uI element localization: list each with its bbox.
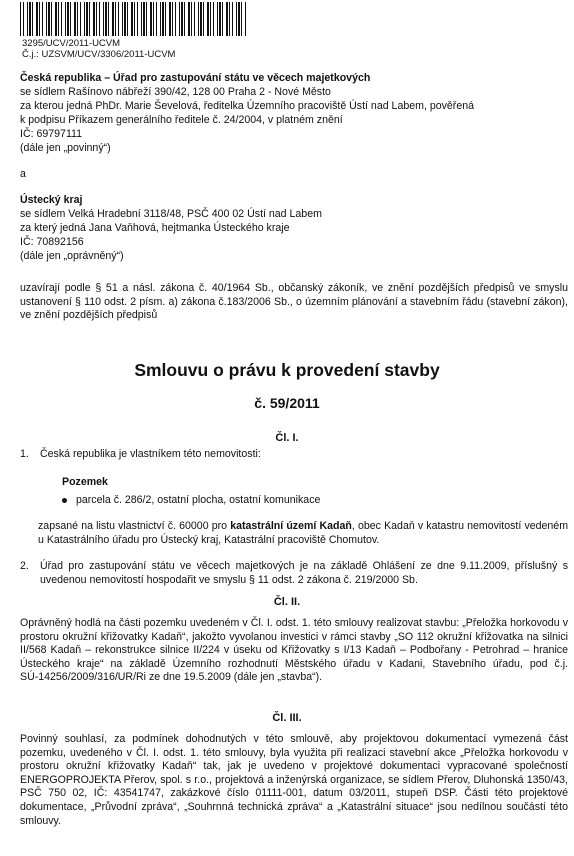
contract-number: č. 59/2011 [254, 395, 320, 411]
party1-name: Česká republika – Úřad pro zastupování státu ve věcech majetkových [20, 72, 371, 84]
section-3-text: Povinný souhlasí, za podmínek dohodnutých v této smlouvě, aby projektovou dokumentací vymezená část pozemku, uvedeného v Čl. I. odst. 1. této smlouvy, byla využita při realizaci stavební akce „Přeložka horkovodu v prostoru okružní křižovatky Kadaň“ tak, jak je uvedeno v projektové dokumentaci vypracované společností ENERGOPROJEKTA Přerov, spol. s r.o., projektová a inženýrská organizace, se sídlem Přerov, Dluhonská 1350/43, PSČ 750 02, IČ: 43541747, zakázkové číslo 01111-001, datum 03/2011, stupeň DSP. Části této projektové dokumentace, „Průvodní zpráva“, „Souhrnná technická zpráva“ a „Katastrální situace“ jsou nedílnou součástí této smlouvy. [20, 733, 568, 827]
section-2-text: Oprávněný hodlá na části pozemku uvedeném v Čl. I. odst. 1. této smlouvy realizovat stavbu: „Přeložka horkovodu v prostoru okružní křižovatky Kadaň“, jakožto vyvolanou investici v rámci stavby „SO 112 okružní křižovatka na silnici II/568 Kadaň – rekonstrukce silnice II/224 v úseku od Křižovatky s I/13 Kadaň – Podbořany - Petrohrad – hranice Ústeckého kraje“ na základě Územního rozhodnutí Městského úřadu v Kadani, Stavebního úřadu, pod č.j. SÚ-14256/2009/316/UR/Ri ze dne 19.5.2009 (dále jen „stavba“). [20, 617, 568, 684]
contract-title: Smlouvu o právu k provedení stavby [134, 360, 440, 380]
party2-representative: za který jedná Jana Vaňhová, hejtmanka Ústeckého kraje [20, 222, 290, 234]
party1-representative: za kterou jedná PhDr. Marie Ševelová, ředitelka Územního pracoviště Ústí nad Labem, pověřená [20, 100, 475, 112]
barcode [20, 2, 246, 36]
party1-address: se sídlem Rašínovo nábřeží 390/42, 128 00 Praha 2 - Nové Město [20, 86, 331, 98]
section-3-heading: Čl. III. [272, 712, 302, 724]
party1-authorization: k podpisu Příkazem generálního ředitele č. 24/2004, v platném znění [20, 114, 343, 126]
party2-address: se sídlem Velká Hradební 3118/48, PSČ 400 02 Ústí nad Labem [20, 208, 322, 220]
parcel-text: parcela č. 286/2, ostatní plocha, ostatní komunikace [76, 494, 321, 506]
party1-ic: IČ: 69797111 [20, 128, 83, 140]
section-2-heading: Čl. II. [273, 596, 301, 608]
preamble: uzavírají podle § 51 a násl. zákona č. 40/1964 Sb., občanský zákoník, ve znění pozdějších předpisů ve smyslu ustanovení § 110 odst. 2 písm. a) zákona č.183/2006 Sb., o územním plánování a stavebním řádu (stavební zákon), ve znění pozdějších předpisů [20, 282, 568, 322]
and-connector: a [20, 168, 26, 180]
item-text: Úřad pro zastupování státu ve věcech majetkových je na základě Ohlášení ze dne 9.11.2009, příslušný s uvedenou nemovitostí hospodařit ve smyslu § 11 odst. 2 zákona č. 219/2000 Sb. [40, 560, 568, 586]
reference-number: 3295/UCV/2011-UCVM [22, 38, 121, 49]
cadastral-area: katastrální území Kadaň [230, 520, 352, 532]
ownership-text-a: zapsané na listu vlastnictví č. 60000 pro [38, 520, 231, 532]
ownership-record [38, 520, 568, 547]
party2-alias: (dále jen „oprávněný“) [20, 250, 124, 262]
section-1-heading: Čl. I. [275, 432, 299, 444]
item-text: Česká republika je vlastníkem této nemovitosti: [40, 448, 261, 460]
party2-name: Ústecký kraj [20, 194, 83, 206]
item-number: 2. [20, 560, 29, 572]
bullet-icon [62, 498, 67, 503]
party1-alias: (dále jen „povinný“) [20, 142, 111, 154]
ownership-text-c: , obec Kadaň v katastru nemovitostí vedeném u Katastrálního úřadu pro Ústecký kraj, Katastrální pracoviště Chomutov. [38, 520, 569, 546]
case-number: Č.j.: UZSVM/UCV/3306/2011-UCVM [22, 49, 176, 60]
pozemek-label: Pozemek [62, 476, 108, 488]
party2-ic: IČ: 70892156 [20, 236, 84, 248]
item-number: 1. [20, 448, 29, 460]
parcel-bullet [62, 494, 320, 508]
